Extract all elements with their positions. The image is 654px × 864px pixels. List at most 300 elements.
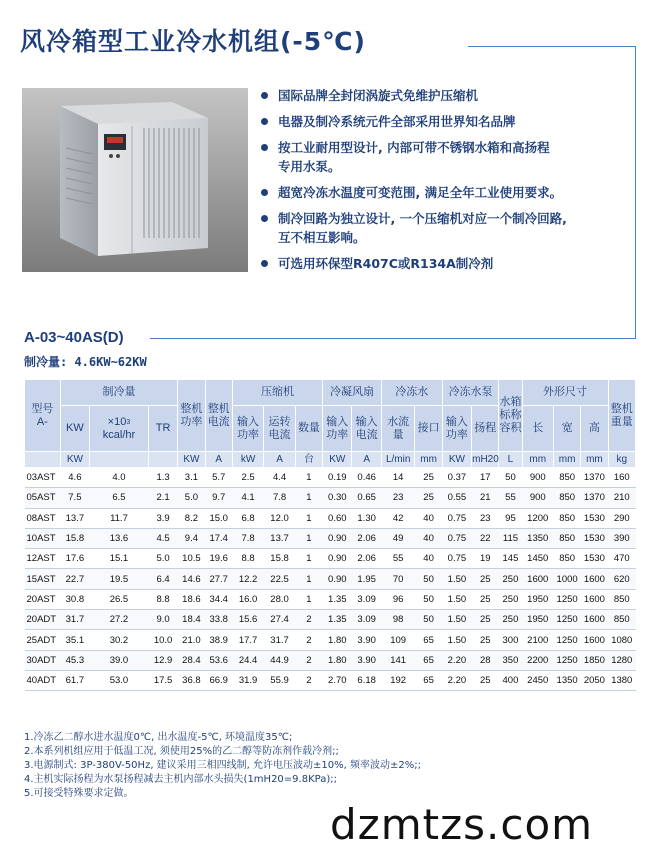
- feature-text: 制冷回路为独立设计, 一个压缩机对应一个制冷回路,: [278, 211, 567, 226]
- table-cell: 1950: [522, 610, 553, 630]
- table-cell: 109: [381, 630, 415, 650]
- spec-table: [24, 379, 636, 691]
- table-cell: 1350: [522, 528, 553, 548]
- table-cell: 15.6: [232, 610, 263, 630]
- table-cell: 15.1: [90, 549, 149, 569]
- header-tank: 水箱标称容积: [499, 380, 522, 452]
- table-cell: 70: [381, 569, 415, 589]
- table-cell: 1450: [522, 549, 553, 569]
- table-cell: 8.8: [232, 549, 263, 569]
- table-cell: 0.90: [323, 569, 352, 589]
- table-cell: 145: [499, 549, 522, 569]
- table-cell: 65: [415, 670, 442, 690]
- table-cell: 27.4: [264, 610, 295, 630]
- unit-cell: mm: [522, 452, 553, 468]
- table-cell: 1600: [581, 630, 608, 650]
- model-cell: 30ADT: [25, 650, 61, 670]
- table-cell: 6.8: [232, 508, 263, 528]
- table-cell: 9.7: [205, 488, 232, 508]
- capacity-range: 制冷量: 4.6KW~62KW: [24, 355, 147, 369]
- unit-cell: mm: [415, 452, 442, 468]
- table-cell: 25: [472, 630, 499, 650]
- header-fan-power: 输入功率: [323, 406, 352, 452]
- table-cell: 17: [472, 468, 499, 488]
- table-cell: 39.0: [90, 650, 149, 670]
- table-cell: 1350: [553, 670, 580, 690]
- table-row: [25, 549, 636, 569]
- note-line: 5.可接受特殊要求定做。: [24, 788, 134, 799]
- table-row: [25, 508, 636, 528]
- table-row: [25, 589, 636, 609]
- table-cell: 3.90: [352, 630, 381, 650]
- table-cell: 33.8: [205, 610, 232, 630]
- product-photo: [22, 88, 248, 272]
- model-cell: 12AST: [25, 549, 61, 569]
- table-cell: 42: [381, 508, 415, 528]
- unit-row: [25, 452, 636, 468]
- table-cell: 28: [472, 650, 499, 670]
- table-cell: 53.0: [90, 670, 149, 690]
- table-cell: 30.8: [60, 589, 89, 609]
- header-pump-power: 输入功率: [442, 406, 471, 452]
- table-cell: 34.4: [205, 589, 232, 609]
- table-cell: 17.7: [232, 630, 263, 650]
- table-cell: 55.9: [264, 670, 295, 690]
- feature-item: [258, 183, 628, 202]
- table-cell: 250: [499, 610, 522, 630]
- table-cell: 1.50: [442, 610, 471, 630]
- table-cell: 1950: [522, 589, 553, 609]
- title-rule: [468, 46, 636, 47]
- table-cell: 9.0: [148, 610, 177, 630]
- unit-cell: mm: [553, 452, 580, 468]
- table-cell: 2.1: [148, 488, 177, 508]
- table-cell: 53.6: [205, 650, 232, 670]
- header-chilled-water: 冷冻水: [381, 380, 442, 406]
- table-cell: 850: [553, 508, 580, 528]
- table-cell: 17.6: [60, 549, 89, 569]
- table-cell: 2.5: [232, 468, 263, 488]
- table-cell: 1: [295, 508, 322, 528]
- bullet-icon: [261, 144, 268, 151]
- table-cell: 1200: [522, 508, 553, 528]
- table-cell: 95: [499, 508, 522, 528]
- table-cell: 18.6: [178, 589, 205, 609]
- table-cell: 49: [381, 528, 415, 548]
- table-cell: 1.50: [442, 569, 471, 589]
- header-tr: TR: [148, 406, 177, 452]
- table-cell: 65: [415, 630, 442, 650]
- table-cell: 25: [415, 488, 442, 508]
- table-cell: 0.46: [352, 468, 381, 488]
- unit-cell: mm: [581, 452, 608, 468]
- header-weight: 整机重量: [608, 380, 635, 452]
- header-fan-current: 输入电流: [352, 406, 381, 452]
- table-cell: 22.7: [60, 569, 89, 589]
- table-cell: 1: [295, 549, 322, 569]
- table-cell: 13.7: [60, 508, 89, 528]
- table-cell: 1.50: [442, 589, 471, 609]
- table-cell: 2: [295, 610, 322, 630]
- table-cell: 96: [381, 589, 415, 609]
- table-cell: 13.7: [264, 528, 295, 548]
- feature-text: 可选用环保型R407C或R134A制冷剂: [278, 256, 494, 271]
- table-row: [25, 569, 636, 589]
- table-row: [25, 528, 636, 548]
- table-cell: 9.4: [178, 528, 205, 548]
- table-cell: 22: [472, 528, 499, 548]
- header-width: 宽: [553, 406, 580, 452]
- header-height: 高: [581, 406, 608, 452]
- table-cell: 5.7: [205, 468, 232, 488]
- table-cell: 1250: [553, 589, 580, 609]
- table-cell: 3.1: [178, 468, 205, 488]
- unit-cell: L/min: [381, 452, 415, 468]
- table-cell: 3.90: [352, 650, 381, 670]
- table-row: [25, 488, 636, 508]
- bullet-icon: [261, 215, 268, 222]
- unit-cell: KW: [60, 452, 89, 468]
- feature-text-continued: 互不相互影响。: [278, 230, 366, 245]
- table-cell: 620: [608, 569, 635, 589]
- table-cell: 1: [295, 528, 322, 548]
- table-cell: 40: [415, 508, 442, 528]
- table-cell: 18.4: [178, 610, 205, 630]
- table-cell: 15.8: [264, 549, 295, 569]
- table-row: [25, 610, 636, 630]
- header-dimensions: 外形尺寸: [522, 380, 608, 406]
- table-cell: 19: [472, 549, 499, 569]
- table-cell: 250: [499, 569, 522, 589]
- table-cell: 2.70: [323, 670, 352, 690]
- table-cell: 2450: [522, 670, 553, 690]
- unit-cell: KW: [442, 452, 471, 468]
- table-cell: 40: [415, 528, 442, 548]
- feature-item: [258, 86, 628, 105]
- table-cell: 24.4: [232, 650, 263, 670]
- table-cell: 1600: [581, 589, 608, 609]
- table-cell: 2: [295, 650, 322, 670]
- table-row: [25, 650, 636, 670]
- table-cell: 28.0: [264, 589, 295, 609]
- header-head: 扬程: [472, 406, 499, 452]
- table-cell: 15.0: [205, 508, 232, 528]
- table-cell: 1: [295, 468, 322, 488]
- table-cell: 27.7: [205, 569, 232, 589]
- table-cell: 1.95: [352, 569, 381, 589]
- table-cell: 850: [553, 468, 580, 488]
- table-cell: 0.55: [442, 488, 471, 508]
- table-cell: 31.9: [232, 670, 263, 690]
- table-cell: 1: [295, 569, 322, 589]
- unit-cell: KW: [323, 452, 352, 468]
- header-compressor: 压缩机: [232, 380, 322, 406]
- table-cell: 6.4: [148, 569, 177, 589]
- table-cell: 55: [381, 549, 415, 569]
- table-cell: 12.9: [148, 650, 177, 670]
- table-cell: 210: [608, 488, 635, 508]
- table-cell: 900: [522, 488, 553, 508]
- table-cell: 15.8: [60, 528, 89, 548]
- table-cell: 10.0: [148, 630, 177, 650]
- table-cell: 4.4: [264, 468, 295, 488]
- note-line: 4.主机实际扬程为水泵扬程减去主机内部水头损失(1mH20=9.8KPa);;: [24, 774, 337, 785]
- table-cell: 2.06: [352, 528, 381, 548]
- table-cell: 192: [381, 670, 415, 690]
- table-cell: 2050: [581, 670, 608, 690]
- table-cell: 50: [415, 610, 442, 630]
- table-cell: 25: [472, 569, 499, 589]
- table-cell: 850: [553, 528, 580, 548]
- table-cell: 900: [522, 468, 553, 488]
- table-cell: 13.6: [90, 528, 149, 548]
- table-row: [25, 468, 636, 488]
- unit-cell: [25, 452, 61, 468]
- table-cell: 28.4: [178, 650, 205, 670]
- header-comp-qty: 数量: [295, 406, 322, 452]
- table-cell: 21.0: [178, 630, 205, 650]
- unit-cell: KW: [178, 452, 205, 468]
- table-row: [25, 670, 636, 690]
- feature-item: [258, 112, 628, 131]
- table-cell: 55: [499, 488, 522, 508]
- table-cell: 2.20: [442, 670, 471, 690]
- feature-text: 国际品牌全封闭涡旋式免维护压缩机: [278, 88, 479, 103]
- feature-text-continued: 专用水泵。: [278, 159, 341, 174]
- unit-cell: [90, 452, 149, 468]
- table-cell: 4.5: [148, 528, 177, 548]
- watermark-text: dzmtzs.com: [330, 800, 594, 849]
- header-pump: 冷冻水泵: [442, 380, 499, 406]
- table-cell: 1600: [522, 569, 553, 589]
- table-cell: 12.2: [232, 569, 263, 589]
- notes: [24, 731, 421, 801]
- bullet-icon: [261, 189, 268, 196]
- table-cell: 65: [415, 650, 442, 670]
- table-cell: 1.30: [352, 508, 381, 528]
- table-cell: 1380: [608, 670, 635, 690]
- table-row: [25, 630, 636, 650]
- feature-list: [258, 86, 628, 280]
- table-cell: 25: [472, 670, 499, 690]
- table-cell: 7.5: [60, 488, 89, 508]
- table-cell: 1.50: [442, 630, 471, 650]
- table-cell: 19.5: [90, 569, 149, 589]
- header-fan: 冷凝风扇: [323, 380, 382, 406]
- table-cell: 850: [553, 549, 580, 569]
- table-cell: 6.18: [352, 670, 381, 690]
- table-cell: 290: [608, 508, 635, 528]
- table-cell: 3.09: [352, 610, 381, 630]
- table-cell: 19.6: [205, 549, 232, 569]
- table-cell: 115: [499, 528, 522, 548]
- table-cell: 1600: [581, 569, 608, 589]
- table-cell: 850: [608, 589, 635, 609]
- table-cell: 1.35: [323, 589, 352, 609]
- unit-cell: kW: [232, 452, 263, 468]
- table-cell: 2: [295, 670, 322, 690]
- table-cell: 250: [499, 589, 522, 609]
- unit-cell: A: [264, 452, 295, 468]
- table-cell: 21: [472, 488, 499, 508]
- table-cell: 1250: [553, 610, 580, 630]
- table-cell: 2100: [522, 630, 553, 650]
- table-cell: 0.30: [323, 488, 352, 508]
- table-cell: 38.9: [205, 630, 232, 650]
- table-cell: 1280: [608, 650, 635, 670]
- table-cell: 8.2: [178, 508, 205, 528]
- table-cell: 66.9: [205, 670, 232, 690]
- table-cell: 14: [381, 468, 415, 488]
- table-cell: 1.35: [323, 610, 352, 630]
- table-cell: 12.0: [264, 508, 295, 528]
- table-cell: 5.0: [178, 488, 205, 508]
- table-cell: 1850: [581, 650, 608, 670]
- model-cell: 25ADT: [25, 630, 61, 650]
- table-cell: 1530: [581, 549, 608, 569]
- table-cell: 2.20: [442, 650, 471, 670]
- table-cell: 2: [295, 630, 322, 650]
- table-cell: 8.8: [148, 589, 177, 609]
- header-total-power: 整机功率: [178, 380, 205, 452]
- table-cell: 1370: [581, 488, 608, 508]
- frame-bottom-rule: [150, 338, 636, 339]
- model-cell: 03AST: [25, 468, 61, 488]
- table-cell: 2200: [522, 650, 553, 670]
- model-cell: 15AST: [25, 569, 61, 589]
- table-cell: 31.7: [60, 610, 89, 630]
- table-cell: 50: [499, 468, 522, 488]
- table-cell: 850: [608, 610, 635, 630]
- table-cell: 850: [553, 488, 580, 508]
- table-cell: 14.6: [178, 569, 205, 589]
- frame-right-rule: [635, 46, 636, 338]
- table-cell: 0.75: [442, 528, 471, 548]
- table-cell: 3.09: [352, 589, 381, 609]
- feature-item: [258, 209, 628, 247]
- header-kcal: $\times 10^3$ kcal/hr: [90, 406, 149, 452]
- table-cell: 470: [608, 549, 635, 569]
- table-cell: 16.0: [232, 589, 263, 609]
- page-title: 风冷箱型工业冷水机组(-5℃): [20, 27, 366, 56]
- table-cell: 22.5: [264, 569, 295, 589]
- table-cell: 17.4: [205, 528, 232, 548]
- table-cell: 25: [472, 610, 499, 630]
- table-cell: 390: [608, 528, 635, 548]
- table-cell: 26.5: [90, 589, 149, 609]
- table-cell: 98: [381, 610, 415, 630]
- table-cell: 0.19: [323, 468, 352, 488]
- unit-cell: A: [352, 452, 381, 468]
- table-cell: 6.5: [90, 488, 149, 508]
- table-cell: 0.37: [442, 468, 471, 488]
- table-cell: 0.75: [442, 508, 471, 528]
- unit-cell: L: [499, 452, 522, 468]
- table-cell: 1530: [581, 508, 608, 528]
- table-cell: 350: [499, 650, 522, 670]
- table-cell: 1.80: [323, 650, 352, 670]
- table-cell: 7.8: [232, 528, 263, 548]
- model-cell: 08AST: [25, 508, 61, 528]
- model-cell: 05AST: [25, 488, 61, 508]
- feature-text: 超宽冷冻水温度可变范围, 满足全年工业使用要求。: [278, 185, 563, 200]
- unit-cell: [148, 452, 177, 468]
- table-cell: 4.1: [232, 488, 263, 508]
- table-cell: 4.6: [60, 468, 89, 488]
- table-cell: 1: [295, 589, 322, 609]
- header-flow: 水流量: [381, 406, 415, 452]
- table-cell: 50: [415, 569, 442, 589]
- table-cell: 1250: [553, 630, 580, 650]
- table-cell: 2.06: [352, 549, 381, 569]
- model-cell: 20ADT: [25, 610, 61, 630]
- header-model: 型号 A-: [25, 380, 61, 452]
- table-cell: 4.0: [90, 468, 149, 488]
- spec-table-body: [25, 468, 636, 691]
- table-cell: 1000: [553, 569, 580, 589]
- header-comp-current: 运转电流: [264, 406, 295, 452]
- table-cell: 61.7: [60, 670, 89, 690]
- model-range: A-03~40AS(D): [24, 329, 124, 346]
- table-cell: 30.2: [90, 630, 149, 650]
- table-cell: 0.90: [323, 549, 352, 569]
- table-cell: 25: [415, 468, 442, 488]
- table-cell: 1250: [553, 650, 580, 670]
- table-cell: 10.5: [178, 549, 205, 569]
- table-cell: 1.80: [323, 630, 352, 650]
- table-cell: 1600: [581, 610, 608, 630]
- unit-cell: A: [205, 452, 232, 468]
- header-port: 接口: [415, 406, 442, 452]
- table-cell: 160: [608, 468, 635, 488]
- table-cell: 0.60: [323, 508, 352, 528]
- table-cell: 25: [472, 589, 499, 609]
- table-cell: 35.1: [60, 630, 89, 650]
- table-cell: 141: [381, 650, 415, 670]
- table-cell: 300: [499, 630, 522, 650]
- table-cell: 1: [295, 488, 322, 508]
- table-cell: 50: [415, 589, 442, 609]
- header-total-current: 整机电流: [205, 380, 232, 452]
- unit-cell: mH20: [472, 452, 499, 468]
- table-cell: 1080: [608, 630, 635, 650]
- header-length: 长: [522, 406, 553, 452]
- feature-item: [258, 138, 628, 176]
- bullet-icon: [261, 92, 268, 99]
- table-cell: 3.9: [148, 508, 177, 528]
- table-cell: 36.8: [178, 670, 205, 690]
- table-cell: 1530: [581, 528, 608, 548]
- note-line: 2.本系列机组应用于低温工况, 须使用25%的乙二醇等防冻剂作载冷剂;;: [24, 746, 339, 757]
- table-cell: 11.7: [90, 508, 149, 528]
- table-cell: 400: [499, 670, 522, 690]
- feature-text: 电器及制冷系统元件全部采用世界知名品牌: [278, 114, 516, 129]
- bullet-icon: [261, 260, 268, 267]
- bullet-icon: [261, 118, 268, 125]
- header-kw: KW: [60, 406, 89, 452]
- table-cell: 45.3: [60, 650, 89, 670]
- table-cell: 1370: [581, 468, 608, 488]
- table-cell: 44.9: [264, 650, 295, 670]
- table-cell: 27.2: [90, 610, 149, 630]
- table-cell: 5.0: [148, 549, 177, 569]
- table-cell: 1.3: [148, 468, 177, 488]
- model-cell: 40ADT: [25, 670, 61, 690]
- table-cell: 31.7: [264, 630, 295, 650]
- header-cooling: 制冷量: [60, 380, 178, 406]
- header-comp-power: 输入功率: [232, 406, 263, 452]
- model-cell: 10AST: [25, 528, 61, 548]
